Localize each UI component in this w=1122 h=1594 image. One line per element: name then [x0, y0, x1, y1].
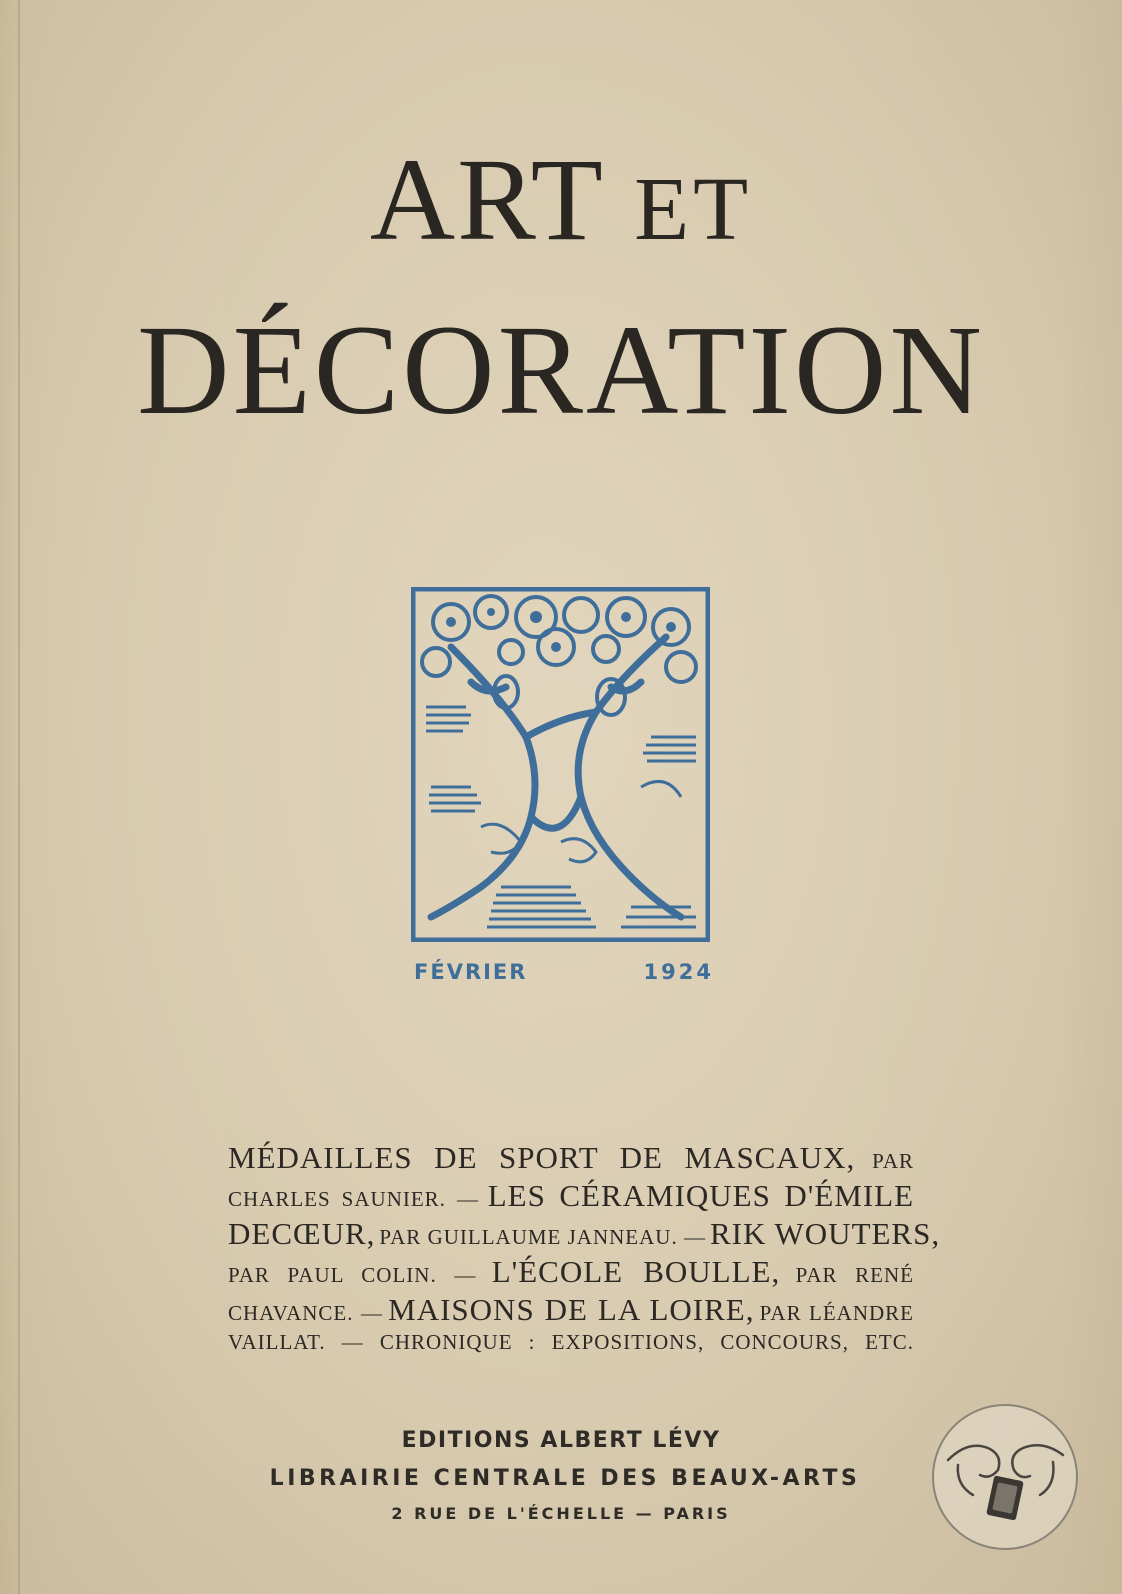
contents-author: PAR PAUL COLIN. —: [228, 1263, 477, 1287]
contents-line: [228, 1292, 914, 1330]
publisher-name: EDITIONS ALBERT LÉVY: [401, 1428, 721, 1453]
table-of-contents: [228, 1140, 941, 1364]
contents-author: CHARLES SAUNIER. —: [228, 1187, 479, 1211]
contents-article: L'ÉCOLE BOULLE,: [491, 1254, 781, 1289]
contents-article: DECŒUR,: [228, 1216, 376, 1251]
contents-author: CHAVANCE. —: [228, 1301, 383, 1325]
contents-line: [228, 1330, 914, 1364]
contents-article: MÉDAILLES DE SPORT DE MASCAUX,: [228, 1140, 856, 1175]
issue-month: FÉVRIER: [414, 960, 528, 984]
contents-article: LES CÉRAMIQUES D'ÉMILE: [487, 1178, 915, 1213]
contents-article: MAISONS DE LA LOIRE,: [388, 1292, 755, 1327]
publisher-library: LIBRAIRIE CENTRALE DES BEAUX-ARTS: [269, 1466, 861, 1491]
contents-line: [228, 1216, 941, 1254]
hands-book-stamp-icon: [928, 1400, 1083, 1555]
contents-chronicle: VAILLAT. — CHRONIQUE : EXPOSITIONS, CONCOURS, ETC.: [228, 1330, 914, 1354]
issue-date: [414, 960, 714, 990]
contents-author: PAR LÉANDRE: [759, 1301, 915, 1325]
contents-line: [228, 1254, 914, 1292]
contents-author: PAR: [872, 1149, 915, 1173]
issue-year: 1924: [643, 960, 714, 984]
contents-article: RIK WOUTERS,: [709, 1216, 941, 1251]
contents-line: [228, 1178, 914, 1216]
publisher-address: 2 RUE DE L'ÉCHELLE — PARIS: [391, 1504, 731, 1523]
contents-author: PAR RENÉ: [795, 1263, 914, 1287]
title-decoration: DÉCORATION: [137, 299, 985, 441]
title-art: ART: [369, 134, 603, 265]
woodcut-illustration: [411, 587, 710, 942]
title-et: ET: [634, 160, 753, 259]
contents-author: PAR GUILLAUME JANNEAU. —: [379, 1225, 706, 1249]
contents-line: [228, 1140, 914, 1178]
title-line-art-et: [0, 135, 1122, 275]
